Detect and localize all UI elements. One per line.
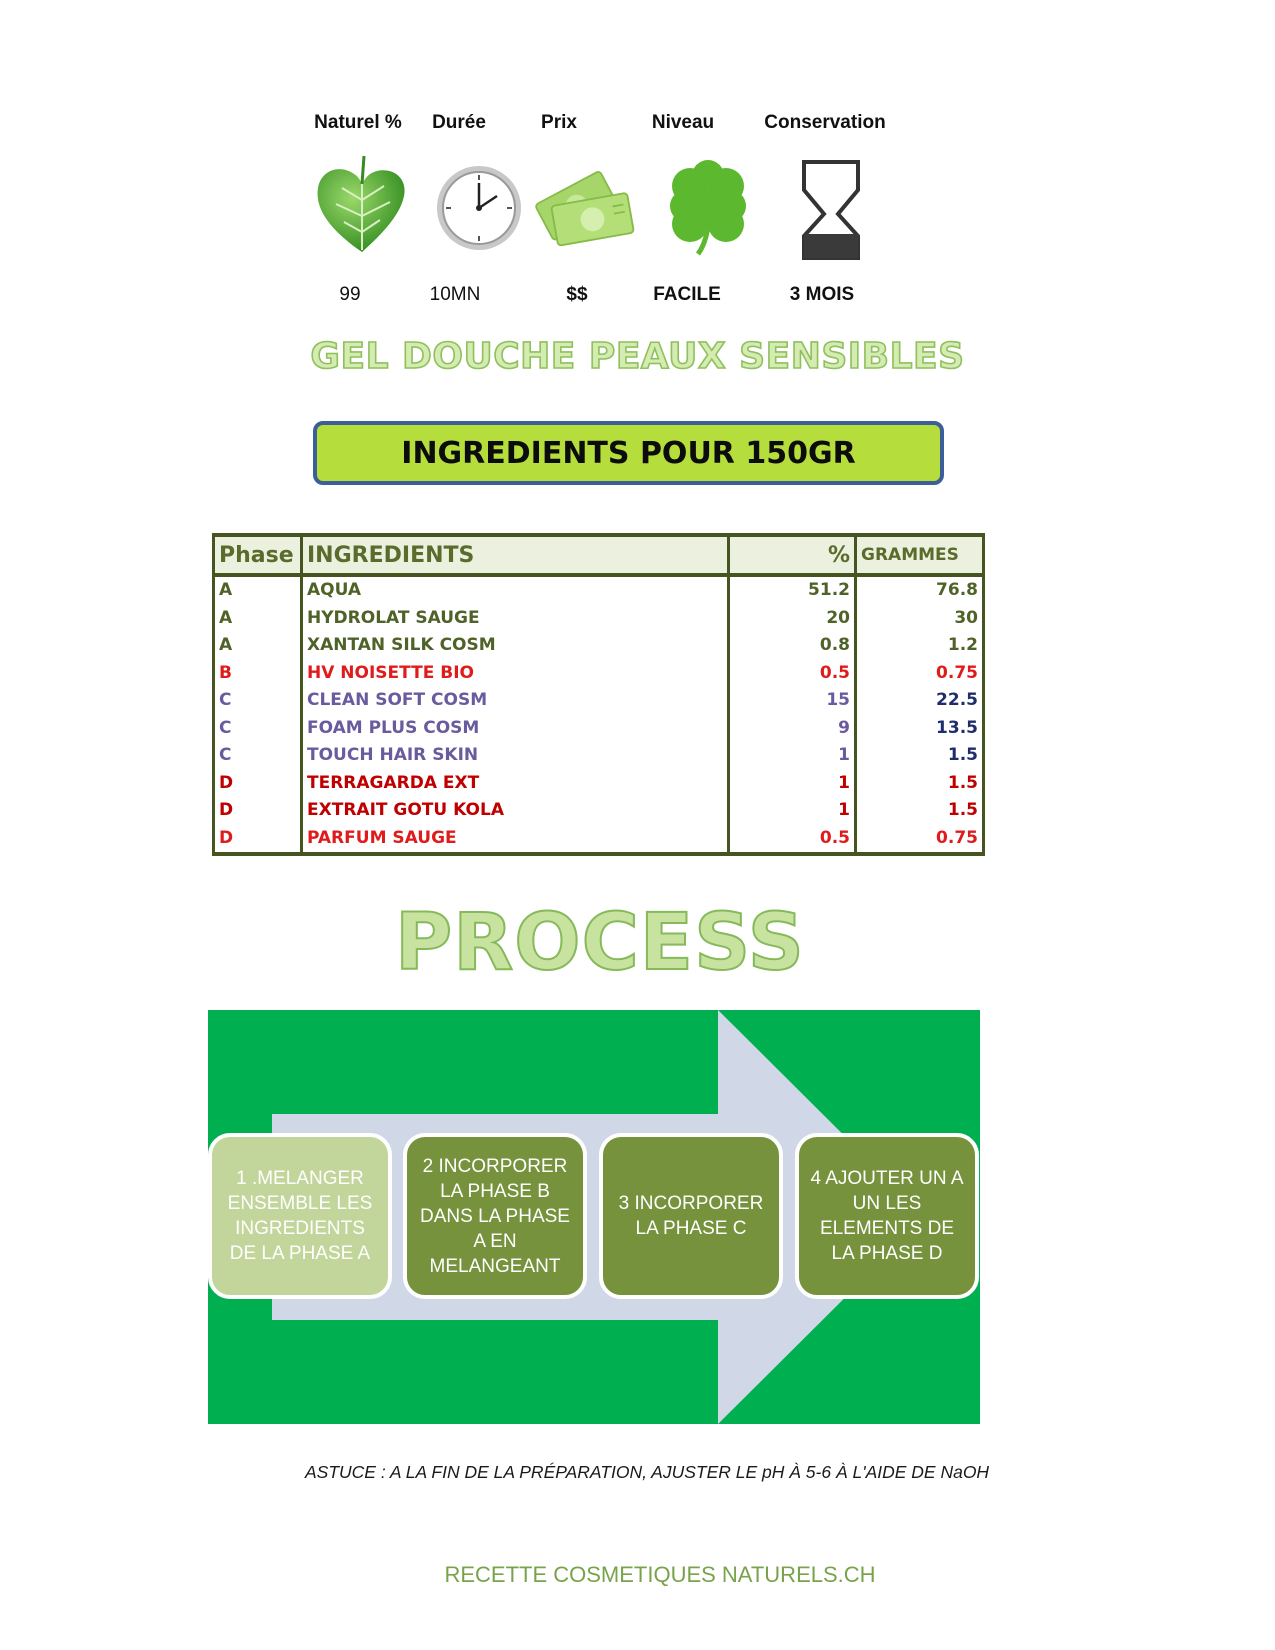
cell-grams: 1.5	[856, 742, 984, 770]
table-row	[214, 605, 984, 633]
footer-text: RECETTE COSMETIQUES NATURELS.CH	[444, 1562, 876, 1587]
cell-phase: C	[214, 742, 302, 770]
cell-ingredient: XANTAN SILK COSM	[302, 632, 729, 660]
cell-grams: 13.5	[856, 715, 984, 743]
table-row	[214, 715, 984, 743]
cell-ingredient: TOUCH HAIR SKIN	[302, 742, 729, 770]
header-grams: GRAMMES	[856, 535, 984, 575]
header-percent: %	[729, 535, 856, 575]
cell-grams: 22.5	[856, 687, 984, 715]
clock-icon	[427, 150, 537, 260]
cell-phase: D	[214, 797, 302, 825]
cell-percent: 0.5	[729, 660, 856, 688]
cell-phase: C	[214, 687, 302, 715]
process-step-2: 2 INCORPORER LA PHASE B DANS LA PHASE A EN MELANGEANT	[403, 1133, 587, 1299]
cell-ingredient: HYDROLAT SAUGE	[302, 605, 729, 633]
stat-label-prix: Prix	[541, 112, 577, 133]
cell-ingredient: PARFUM SAUGE	[302, 825, 729, 855]
table-row	[214, 797, 984, 825]
cell-percent: 1	[729, 742, 856, 770]
table-row	[214, 742, 984, 770]
tip-text: ASTUCE : A LA FIN DE LA PRÉPARATION, AJUSTER LE pH À 5-6 À L'AIDE DE NaOH	[305, 1462, 990, 1482]
cell-phase: D	[214, 825, 302, 855]
hourglass-icon	[786, 150, 896, 260]
cell-grams: 0.75	[856, 825, 984, 855]
cell-ingredient: FOAM PLUS COSM	[302, 715, 729, 743]
cell-percent: 51.2	[729, 575, 856, 605]
cell-ingredient: CLEAN SOFT COSM	[302, 687, 729, 715]
cell-phase: A	[214, 575, 302, 605]
cell-grams: 0.75	[856, 660, 984, 688]
cell-grams: 1.5	[856, 770, 984, 798]
cell-ingredient: TERRAGARDA EXT	[302, 770, 729, 798]
clover-icon	[652, 150, 762, 260]
stat-value-conservation: 3 MOIS	[789, 284, 855, 305]
stat-label-naturel: Naturel %	[314, 112, 402, 133]
stat-label-niveau: Niveau	[651, 112, 715, 133]
cell-grams: 1.2	[856, 632, 984, 660]
process-step-3: 3 INCORPORER LA PHASE C	[599, 1133, 783, 1299]
ingredients-table	[212, 533, 985, 856]
process-title: PROCESS	[395, 898, 805, 988]
stat-label-duree: Durée	[432, 112, 486, 133]
table-header-row	[214, 535, 984, 575]
cell-phase: A	[214, 605, 302, 633]
table-row	[214, 770, 984, 798]
header-phase: Phase	[214, 535, 302, 575]
money-icon	[530, 150, 640, 260]
process-step-1: 1 .MELANGER ENSEMBLE LES INGREDIENTS DE LA PHASE A	[208, 1133, 392, 1299]
stat-value-naturel: 99	[339, 284, 361, 305]
stat-value-duree: 10MN	[429, 284, 481, 305]
cell-percent: 20	[729, 605, 856, 633]
cell-phase: C	[214, 715, 302, 743]
cell-grams: 76.8	[856, 575, 984, 605]
cell-phase: B	[214, 660, 302, 688]
cell-ingredient: AQUA	[302, 575, 729, 605]
cell-percent: 0.5	[729, 825, 856, 855]
cell-ingredient: EXTRAIT GOTU KOLA	[302, 797, 729, 825]
table-row	[214, 687, 984, 715]
cell-percent: 1	[729, 797, 856, 825]
header-ingredients: INGREDIENTS	[302, 535, 729, 575]
cell-phase: A	[214, 632, 302, 660]
table-row	[214, 575, 984, 605]
stat-value-prix: $$	[566, 284, 588, 305]
heart-leaf-icon	[306, 150, 416, 260]
table-row	[214, 632, 984, 660]
cell-percent: 9	[729, 715, 856, 743]
table-row	[214, 660, 984, 688]
table-row	[214, 825, 984, 855]
cell-grams: 1.5	[856, 797, 984, 825]
cell-ingredient: HV NOISETTE BIO	[302, 660, 729, 688]
cell-grams: 30	[856, 605, 984, 633]
cell-phase: D	[214, 770, 302, 798]
recipe-title: GEL DOUCHE PEAUX SENSIBLES	[310, 336, 965, 377]
cell-percent: 0.8	[729, 632, 856, 660]
cell-percent: 15	[729, 687, 856, 715]
stat-value-niveau: FACILE	[653, 284, 721, 305]
stat-label-conservation: Conservation	[764, 112, 886, 133]
process-step-4: 4 AJOUTER UN A UN LES ELEMENTS DE LA PHASE D	[795, 1133, 979, 1299]
ingredients-banner: INGREDIENTS POUR 150GR	[313, 421, 944, 485]
cell-percent: 1	[729, 770, 856, 798]
